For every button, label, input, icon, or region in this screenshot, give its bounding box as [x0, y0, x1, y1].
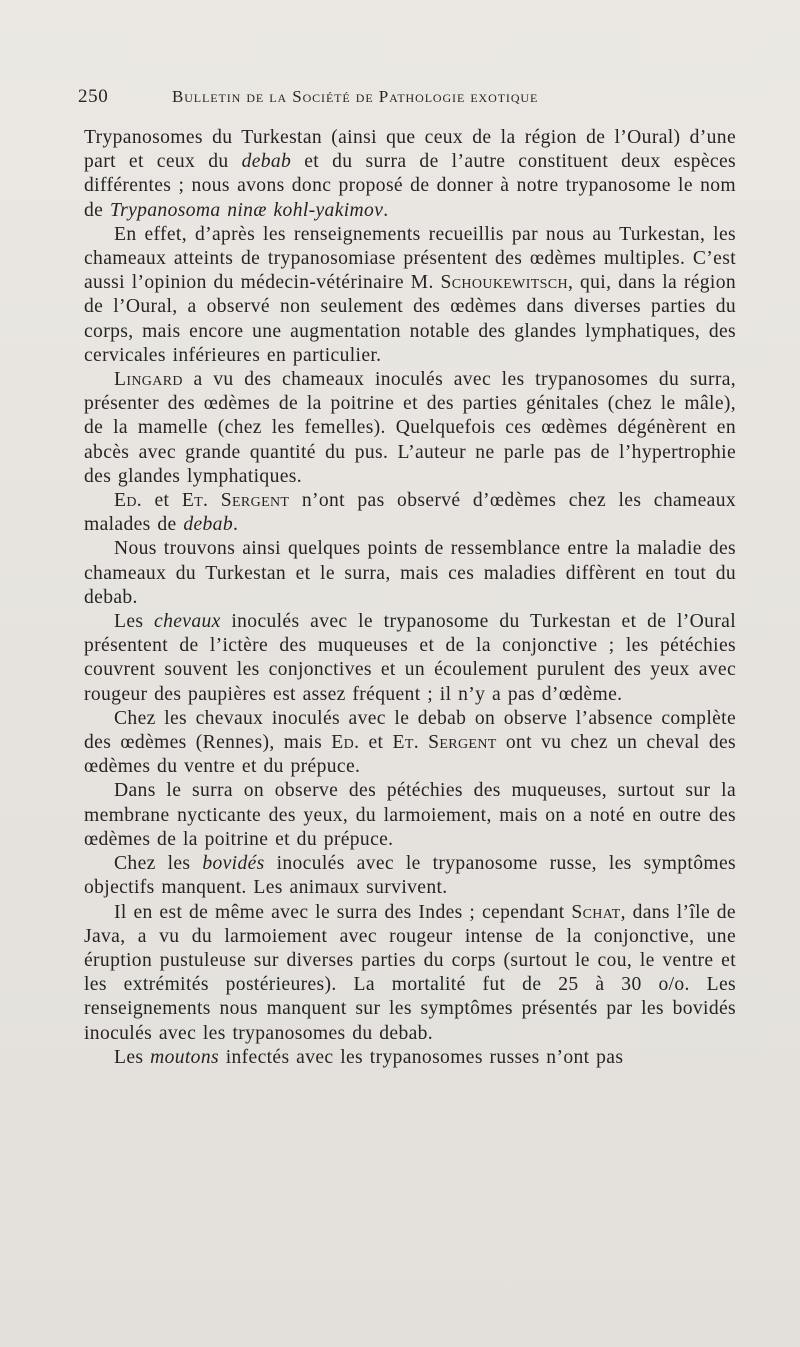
paragraph [84, 852, 736, 900]
text-run: Trypanosomes du Turkestan (ainsi que ceux de la région de l’Oural) d’une part et ceux du [84, 127, 736, 173]
italic-term: Trypanosoma ninæ kohl-yakimov [109, 199, 384, 221]
paragraph [84, 707, 736, 780]
author-name: Ed. [114, 490, 143, 512]
paragraph [84, 1046, 736, 1070]
text-run: n’ont pas observé d’œdèmes chez les chameaux malades de [84, 490, 736, 536]
text-run: et [359, 732, 393, 754]
paragraph [84, 901, 736, 1046]
italic-term: chevaux [154, 611, 221, 633]
text-run: , qui, dans la région de l’Oural, a observé non seulement des œdèmes dans diverses parties du corps, mais encore une augmentation notable des glandes lymphatiques, des cervicales inférieures en particulier. [84, 272, 737, 366]
text-run: . [232, 514, 239, 536]
text-run: infectés avec les trypanosomes russes n’ont pas [218, 1046, 624, 1068]
paragraph [84, 223, 736, 368]
text-run: a vu des chameaux inoculés avec les trypanosomes du surra, présenter des œdèmes de la poitrine et des parties génitales (chez le mâle), de la mamelle (chez les femelles). Quelquefois ces œdèmes dégénèrent en abcès avec grande quantité du pus. L’auteur ne parle pas de l’hypertrophie des glandes lymphatiques. [84, 369, 736, 487]
text-run: inoculés avec le trypanosome du Turkestan et de l’Oural présentent de l’ictère des muqueuses et de la conjonctive ; les pétéchies couvrent souvent les conjonctives et un écoulement purulent des yeux avec rougeur des paupières est assez fréquent ; il n’y a pas d’œdème. [84, 611, 736, 705]
paragraph [84, 126, 736, 223]
text-run: et du surra de l’autre constituent deux espèces différentes ; nous avons donc proposé de donner à notre trypanosome le nom de [84, 151, 736, 221]
journal-title: Bulletin de la Société de Pathologie exotique [172, 87, 539, 106]
text-run: . [383, 199, 389, 221]
author-name: Ed. [331, 732, 360, 754]
author-name: Et. Sergent [181, 490, 290, 512]
author-name: Schoukewitsch [440, 272, 568, 294]
author-name: Et. Sergent [392, 732, 497, 754]
text-run: Chez les chevaux inoculés avec le debab on observe l’absence complète des œdèmes (Rennes), mais [84, 707, 736, 754]
italic-term: moutons [150, 1046, 219, 1068]
text-run: Chez les [114, 853, 203, 875]
text-run: et [142, 490, 182, 512]
text-run: Il en est de même avec le surra des Indes ; cependant [114, 901, 572, 923]
author-name: Lingard [114, 369, 183, 391]
author-name: Schat [571, 901, 621, 923]
paragraph [84, 779, 736, 852]
body-text [84, 126, 736, 1070]
text-run: ont vu chez un cheval des œdèmes du ventre et du prépuce. [84, 732, 737, 778]
paragraph [84, 537, 736, 610]
text-run: Les [114, 611, 155, 633]
paragraph [84, 368, 736, 489]
page-number: 250 [78, 86, 109, 107]
running-head [78, 86, 758, 110]
text-run: Les [114, 1046, 151, 1068]
text-run: , dans l’île de Java, a vu du larmoiement avec rougeur intense de la conjonctive, une éruption pustuleuse sur diverses parties du corps (surtout le cou, le ventre et les extrémités postérieures). La mortalité fut de 25 à 30 o/o. Les renseignements nous manquent sur les symptômes présentés par les bovidés inoculés avec les trypanosomes du debab. [84, 901, 736, 1044]
text-run: Dans le surra on observe des pétéchies des muqueuses, surtout sur la membrane nycticante des yeux, du larmoiement, mais on a noté en outre des œdèmes de la poitrine et du prépuce. [84, 780, 736, 850]
text-run: Nous trouvons ainsi quelques points de ressemblance entre la maladie des chameaux du Turkestan et le surra, mais ces maladies diffèrent en tout du debab. [84, 538, 736, 608]
paragraph [84, 610, 736, 707]
italic-term: debab [241, 151, 292, 173]
paragraph [84, 489, 736, 537]
text-run: En effet, d’après les renseignements recueillis par nous au Turkestan, les chameaux atteints de trypanosomiase présentent des œdèmes multiples. C’est aussi l’opinion du médecin-vétérinaire M. [84, 223, 736, 294]
text-run: inoculés avec le trypanosome russe, les symptômes objectifs manquent. Les animaux survivent. [84, 853, 736, 899]
italic-term: bovidés [202, 853, 265, 875]
italic-term: debab [183, 514, 233, 536]
